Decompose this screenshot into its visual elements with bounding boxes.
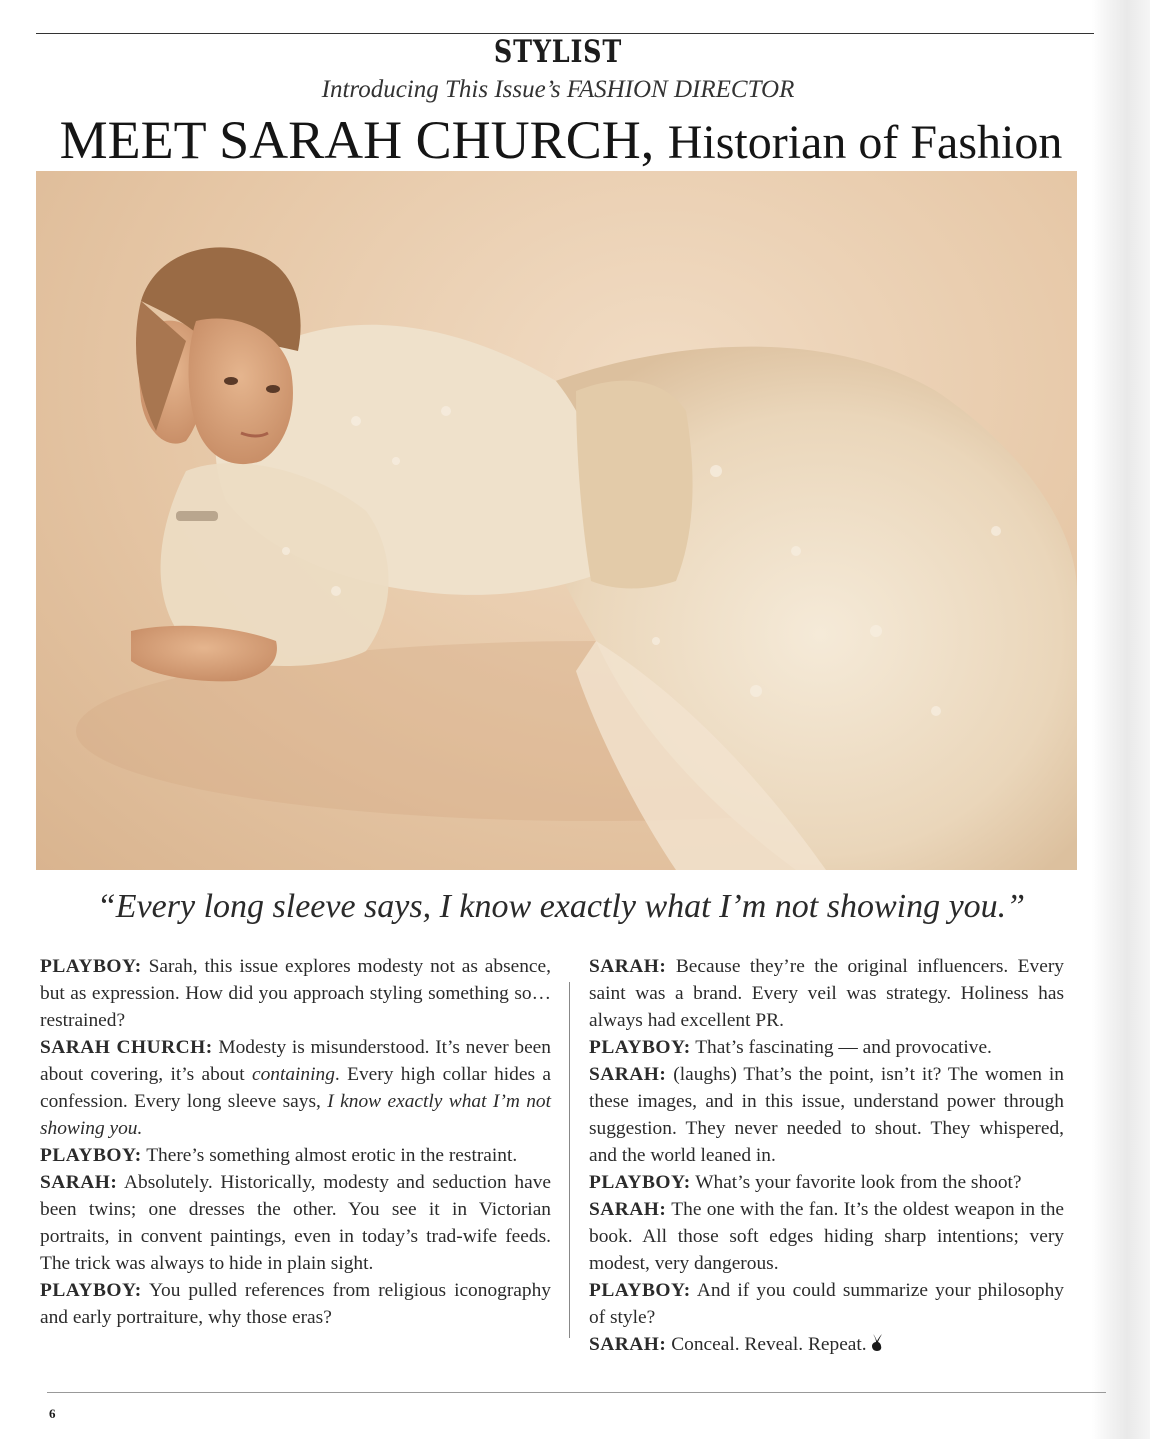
photo-illustration bbox=[36, 171, 1077, 870]
interview-line bbox=[40, 1169, 551, 1277]
answer-text: There’s something almost erotic in the restraint. bbox=[146, 1145, 518, 1166]
answer-text: The one with the fan. It’s the oldest weapon in the book. All those soft edges hiding sharp intentions; very modest, very dangerous. bbox=[589, 1199, 1065, 1274]
speaker-label: PLAYBOY: bbox=[40, 1280, 142, 1301]
answer-text: You pulled references from religious iconography and early portraiture, why those eras? bbox=[40, 1280, 551, 1328]
interview-line bbox=[40, 1142, 551, 1169]
speaker-label: PLAYBOY: bbox=[589, 1037, 691, 1058]
bunny-icon bbox=[870, 1333, 884, 1361]
speaker-label: PLAYBOY: bbox=[589, 1280, 691, 1301]
bottom-rule bbox=[47, 1392, 1106, 1393]
speaker-label: PLAYBOY: bbox=[589, 1172, 691, 1193]
interview-line bbox=[589, 1331, 1064, 1361]
answer-text: Modesty is misunderstood. It’s never been about covering, it’s about bbox=[40, 1037, 551, 1085]
intro-line: Introducing This Issue’s FASHION DIRECTOR bbox=[321, 76, 795, 103]
feature-photo bbox=[36, 171, 1077, 870]
answer-text: That’s fascinating — and provocative. bbox=[695, 1037, 992, 1058]
headline-sub: Historian of Fashion bbox=[667, 116, 1063, 169]
page-edge-shadow bbox=[1092, 0, 1150, 1439]
interview-line bbox=[589, 1034, 1064, 1061]
page-number: 6 bbox=[49, 1406, 56, 1421]
speaker-label: SARAH: bbox=[589, 956, 667, 977]
answer-text: (laughs) That’s the point, isn’t it? The women in these images, and in this issue, understand power through suggestion. They never needed to shout. They whispered, and the world leaned in. bbox=[589, 1064, 1064, 1166]
interview-line bbox=[40, 1034, 551, 1142]
emphasis-text: containing bbox=[251, 1064, 335, 1085]
headline-main: MEET SARAH CHURCH, bbox=[59, 110, 655, 170]
answer-text: . Every high collar hides a confession. Every long sleeve says, bbox=[40, 1064, 551, 1112]
speaker-label: SARAH CHURCH: bbox=[40, 1037, 213, 1058]
speaker-label: PLAYBOY: bbox=[40, 956, 142, 977]
interview-line bbox=[589, 953, 1064, 1034]
interview-line bbox=[589, 1169, 1064, 1196]
interview-line bbox=[40, 953, 551, 1034]
emphasis-text: I know exactly what I’m not showing you. bbox=[40, 1091, 551, 1139]
interview-line bbox=[40, 1277, 551, 1331]
speaker-label: SARAH: bbox=[40, 1172, 118, 1193]
interview-line bbox=[589, 1277, 1064, 1331]
interview-line bbox=[589, 1196, 1064, 1277]
answer-text: And if you could summarize your philosophy of style? bbox=[589, 1280, 1065, 1328]
answer-text: Absolutely. Historically, modesty and seduction have been twins; one dresses the other. You see it in Victorian portraits, in convent paintings, even in today’s trad-wife feeds. The trick was always to hide in plain sight. bbox=[40, 1172, 552, 1274]
section-title: STYLIST bbox=[493, 34, 623, 70]
answer-text: What’s your favorite look from the shoot? bbox=[695, 1172, 1022, 1193]
speaker-label: SARAH: bbox=[589, 1064, 667, 1085]
interview-line bbox=[589, 1061, 1064, 1169]
answer-text: Because they’re the original influencers. Every saint was a brand. Every veil was strategy. Holiness has always had excellent PR. bbox=[589, 956, 1064, 1031]
answer-text: Sarah, this issue explores modesty not as absence, but as expression. How did you approach styling something so… restrained? bbox=[40, 956, 551, 1031]
column-divider bbox=[569, 982, 570, 1338]
headline bbox=[0, 110, 1122, 173]
speaker-label: SARAH: bbox=[589, 1199, 667, 1220]
speaker-label: PLAYBOY: bbox=[40, 1145, 142, 1166]
pull-quote: “Every long sleeve says, I know exactly what I’m not showing you.” bbox=[96, 888, 1026, 925]
speaker-label: SARAH: bbox=[589, 1334, 667, 1355]
interview-column-right bbox=[589, 953, 1064, 1361]
answer-text: Conceal. Reveal. Repeat. bbox=[671, 1334, 867, 1355]
interview-column-left bbox=[40, 953, 551, 1331]
